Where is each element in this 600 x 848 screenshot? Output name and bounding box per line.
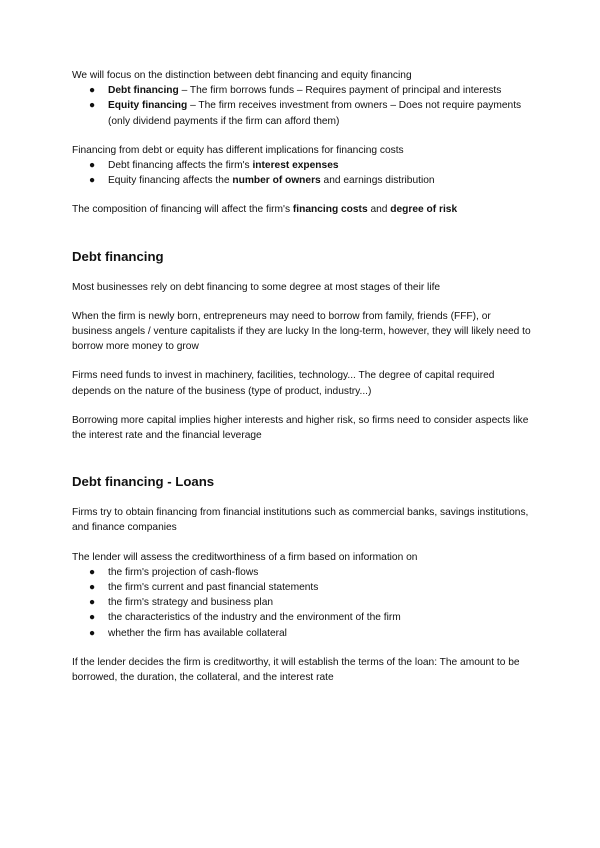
loans-paragraph: If the lender decides the firm is creditworthy, it will establish the terms of the loan: The amount to be borrowed, the duration, the collateral, and the interest rate <box>72 656 520 684</box>
list-item <box>72 595 532 610</box>
list-item <box>72 83 532 98</box>
bullet-icon: ● <box>89 160 96 172</box>
debt-paragraph: Most businesses rely on debt financing to some degree at most stages of their life <box>72 281 441 293</box>
emphasis: interest expenses <box>252 160 339 172</box>
text: whether the firm has available collateral <box>108 627 287 639</box>
implications-lead: Financing from debt or equity has different implications for financing costs <box>72 144 404 156</box>
text: and earnings distribution <box>320 175 435 187</box>
term-equity: Equity financing <box>108 100 188 112</box>
loans-paragraph: Firms try to obtain financing from financial institutions such as commercial banks, savings institutions, and finance companies <box>72 507 529 534</box>
emphasis: financing costs <box>292 204 368 216</box>
text: the firm's strategy and business plan <box>108 597 274 609</box>
bullet-icon: ● <box>89 582 96 594</box>
text: the firm's current and past financial statements <box>108 582 319 594</box>
composition-paragraph <box>72 202 532 217</box>
loans-list <box>72 565 532 641</box>
list-item <box>72 580 532 595</box>
text: Equity financing affects the <box>108 175 233 187</box>
emphasis: number of owners <box>232 175 321 187</box>
list-item <box>72 610 532 625</box>
term-debt: Debt financing <box>108 85 179 97</box>
loans-lead: The lender will assess the creditworthiness of a firm based on information on <box>72 551 418 563</box>
list-item <box>72 173 532 188</box>
text: the characteristics of the industry and the environment of the firm <box>108 612 401 624</box>
heading-debt-financing: Debt financing <box>72 248 164 264</box>
heading-debt-loans: Debt financing - Loans <box>72 474 215 490</box>
debt-paragraph: Borrowing more capital implies higher interests and higher risk, so firms need to consider aspects like the interest rate and the financial leverage <box>72 414 529 442</box>
debt-paragraph: Firms need funds to invest in machinery, facilities, technology... The degree of capital required depends on the nature of the business (type of product, industry...) <box>72 370 495 397</box>
text: The composition of financing will affect the firm's <box>72 204 293 216</box>
bullet-icon: ● <box>89 85 96 97</box>
term-equity-text: – The firm receives investment from owners – Does not require payments (only dividend payments if the firm can afford them) <box>108 100 522 127</box>
bullet-icon: ● <box>89 612 96 624</box>
document-page <box>72 68 532 685</box>
bullet-icon: ● <box>89 100 96 112</box>
bullet-icon: ● <box>89 627 96 639</box>
bullet-icon: ● <box>89 566 96 578</box>
text: Debt financing affects the firm's <box>108 160 253 172</box>
list-item <box>72 626 532 641</box>
emphasis: degree of risk <box>390 204 458 216</box>
intro-lead: We will focus on the distinction between debt financing and equity financing <box>72 70 412 81</box>
intro-list <box>72 83 532 129</box>
implications-list <box>72 158 532 188</box>
list-item <box>72 565 532 580</box>
list-item <box>72 98 532 128</box>
list-item <box>72 158 532 173</box>
bullet-icon: ● <box>89 597 96 609</box>
text: the firm's projection of cash-flows <box>108 566 259 578</box>
debt-paragraph: When the firm is newly born, entrepreneurs may need to borrow from family, friends (FFF), or business angels / venture capitalists if they are lucky In the long-term, however, they will likely need to borrow more money to grow <box>72 310 531 353</box>
term-debt-text: – The firm borrows funds – Requires payment of principal and interests <box>178 85 502 97</box>
text: and <box>367 204 391 216</box>
bullet-icon: ● <box>89 175 96 187</box>
